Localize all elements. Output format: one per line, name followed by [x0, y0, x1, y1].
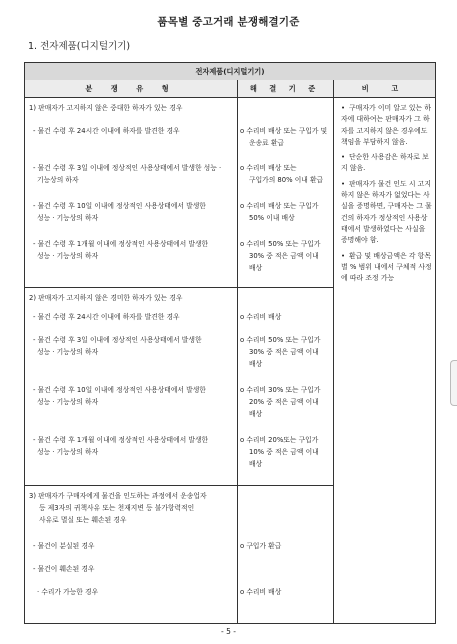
resolution-text: o 수리비 배상: [240, 588, 282, 596]
col-header-type: 분 쟁 유 형: [85, 84, 177, 93]
resolution-text: 배상: [249, 460, 263, 468]
resolution-text: o 수리비 배상 또는 구입가: [240, 202, 319, 210]
resolution-text: 배상: [249, 360, 263, 368]
resolution-text: o 수리비 20%또는 구입가: [240, 436, 319, 444]
bullet-icon: •: [341, 251, 346, 260]
resolution-text: 배상: [249, 264, 263, 272]
table-column-headers: [25, 80, 435, 98]
resolution-text: 배상: [249, 410, 263, 418]
column-divider: [333, 80, 334, 623]
dispute-table: [24, 62, 436, 624]
remark-item: • 구매자가 이미 알고 있는 하자에 대하여는 판매자가 그 하자를 고지하지 않은 경우에도 책임을 부담하지 않음.: [341, 104, 431, 146]
side-scroll-tab[interactable]: [450, 360, 457, 406]
section-heading: 1) 판매자가 고지하지 않은 중대한 하자가 있는 경우: [29, 104, 183, 112]
dispute-type: - 물건 수령 후 24시간 이내에 하자를 발견한 경우: [33, 127, 180, 135]
resolution-text: 구입가의 80% 이내 환급: [249, 176, 324, 184]
resolution-text: o 수리비 50% 또는 구입가: [240, 336, 321, 344]
dispute-type: - 물건 수령 후 24시간 이내에 하자를 발견한 경우: [33, 313, 180, 321]
remark-item: • 판매자가 물건 인도 시 고지하지 않은 하자가 없었다는 사실을 증명하면, 구매자는 그 물건의 하자가 정상적인 사용상태에서 발생하였다는 사실을 증명해야 함.: [341, 179, 432, 245]
bullet-icon: •: [341, 179, 346, 188]
dispute-type: - 물건 수령 후 1개월 이내에 정상적인 사용상태에서 발생한: [33, 436, 209, 444]
dispute-type: - 물건 수령 후 10일 이내에 정상적인 사용상태에서 발생한: [33, 202, 206, 210]
resolution-text: 50% 이내 배상: [249, 214, 295, 222]
col-header-remarks: 비 고: [361, 84, 409, 93]
remark-item: • 환급 및 배상금액은 각 항목별 % 범위 내에서 구체적 사정에 따라 조정 가능: [341, 251, 432, 283]
resolution-text: o 수리비 배상: [240, 313, 282, 321]
dispute-type: 기능상의 하자: [37, 176, 79, 184]
dispute-type: - 물건 수령 후 3일 이내에 정상적인 사용상태에서 발생한: [33, 336, 202, 344]
dispute-type: - 물건 수령 후 3일 이내에 정상적인 사용상태에서 발생한 성능 ·: [33, 164, 222, 172]
bullet-icon: •: [341, 153, 346, 162]
resolution-text: o 구입가 환급: [240, 542, 282, 550]
section-heading: 사유로 멸실 또는 훼손된 경우: [39, 516, 127, 524]
section-heading: 2) 판매자가 고지하지 않은 경미한 하자가 있는 경우: [29, 294, 183, 302]
column-divider: [237, 80, 238, 623]
resolution-text: 20% 중 적은 금액 이내: [249, 398, 319, 406]
remark-item: • 단순한 사용감은 하자로 보지 않음.: [341, 153, 429, 173]
bullet-icon: •: [341, 104, 346, 112]
dispute-type: - 물건 수령 후 10일 이내에 정상적인 사용상태에서 발생한: [33, 386, 206, 394]
section-title: 1. 전자제품(디지털기기): [28, 41, 131, 52]
section-heading: 3) 판매자가 구매자에게 물건을 인도하는 과정에서 운송업자: [29, 492, 207, 500]
resolution-text: o 수리비 배상 또는 구입가 및: [240, 127, 328, 135]
dispute-type: 성능 · 기능상의 하자: [37, 252, 99, 260]
resolution-text: o 수리비 50% 또는 구입가: [240, 240, 321, 248]
dispute-type: 성능 · 기능상의 하자: [37, 214, 99, 222]
remarks-column: [341, 103, 433, 288]
page-number: - 5 -: [221, 627, 236, 636]
page-title: 품목별 중고거래 분쟁해결기준: [157, 16, 300, 28]
dispute-type: 성능 · 기능상의 하자: [37, 348, 99, 356]
section-heading: 등 제3자의 귀책사유 또는 천재지변 등 불가항력적인: [39, 504, 195, 512]
resolution-text: 10% 중 적은 금액 이내: [249, 448, 319, 456]
resolution-text: o 수리비 배상 또는: [240, 164, 297, 172]
dispute-type: - 물건 수령 후 1개월 이내에 정상적인 사용상태에서 발생한: [33, 240, 209, 248]
row-divider: [25, 485, 333, 486]
table-main-header: 전자제품(디지털기기): [25, 63, 435, 81]
col-header-resolution: 해 결 기 준: [249, 84, 321, 93]
dispute-type: 성능 · 기능상의 하자: [37, 448, 99, 456]
resolution-text: 30% 중 적은 금액 이내: [249, 348, 319, 356]
dispute-type: - 물건이 훼손된 경우: [33, 565, 95, 573]
row-divider: [25, 287, 333, 288]
dispute-type: - 물건이 분실된 경우: [33, 542, 95, 550]
resolution-text: 30% 중 적은 금액 이내: [249, 252, 319, 260]
resolution-text: 운송료 환급: [249, 139, 284, 147]
resolution-text: o 수리비 30% 또는 구입가: [240, 386, 321, 394]
dispute-type: · 수리가 가능한 경우: [37, 588, 99, 596]
dispute-type: 성능 · 기능상의 하자: [37, 398, 99, 406]
